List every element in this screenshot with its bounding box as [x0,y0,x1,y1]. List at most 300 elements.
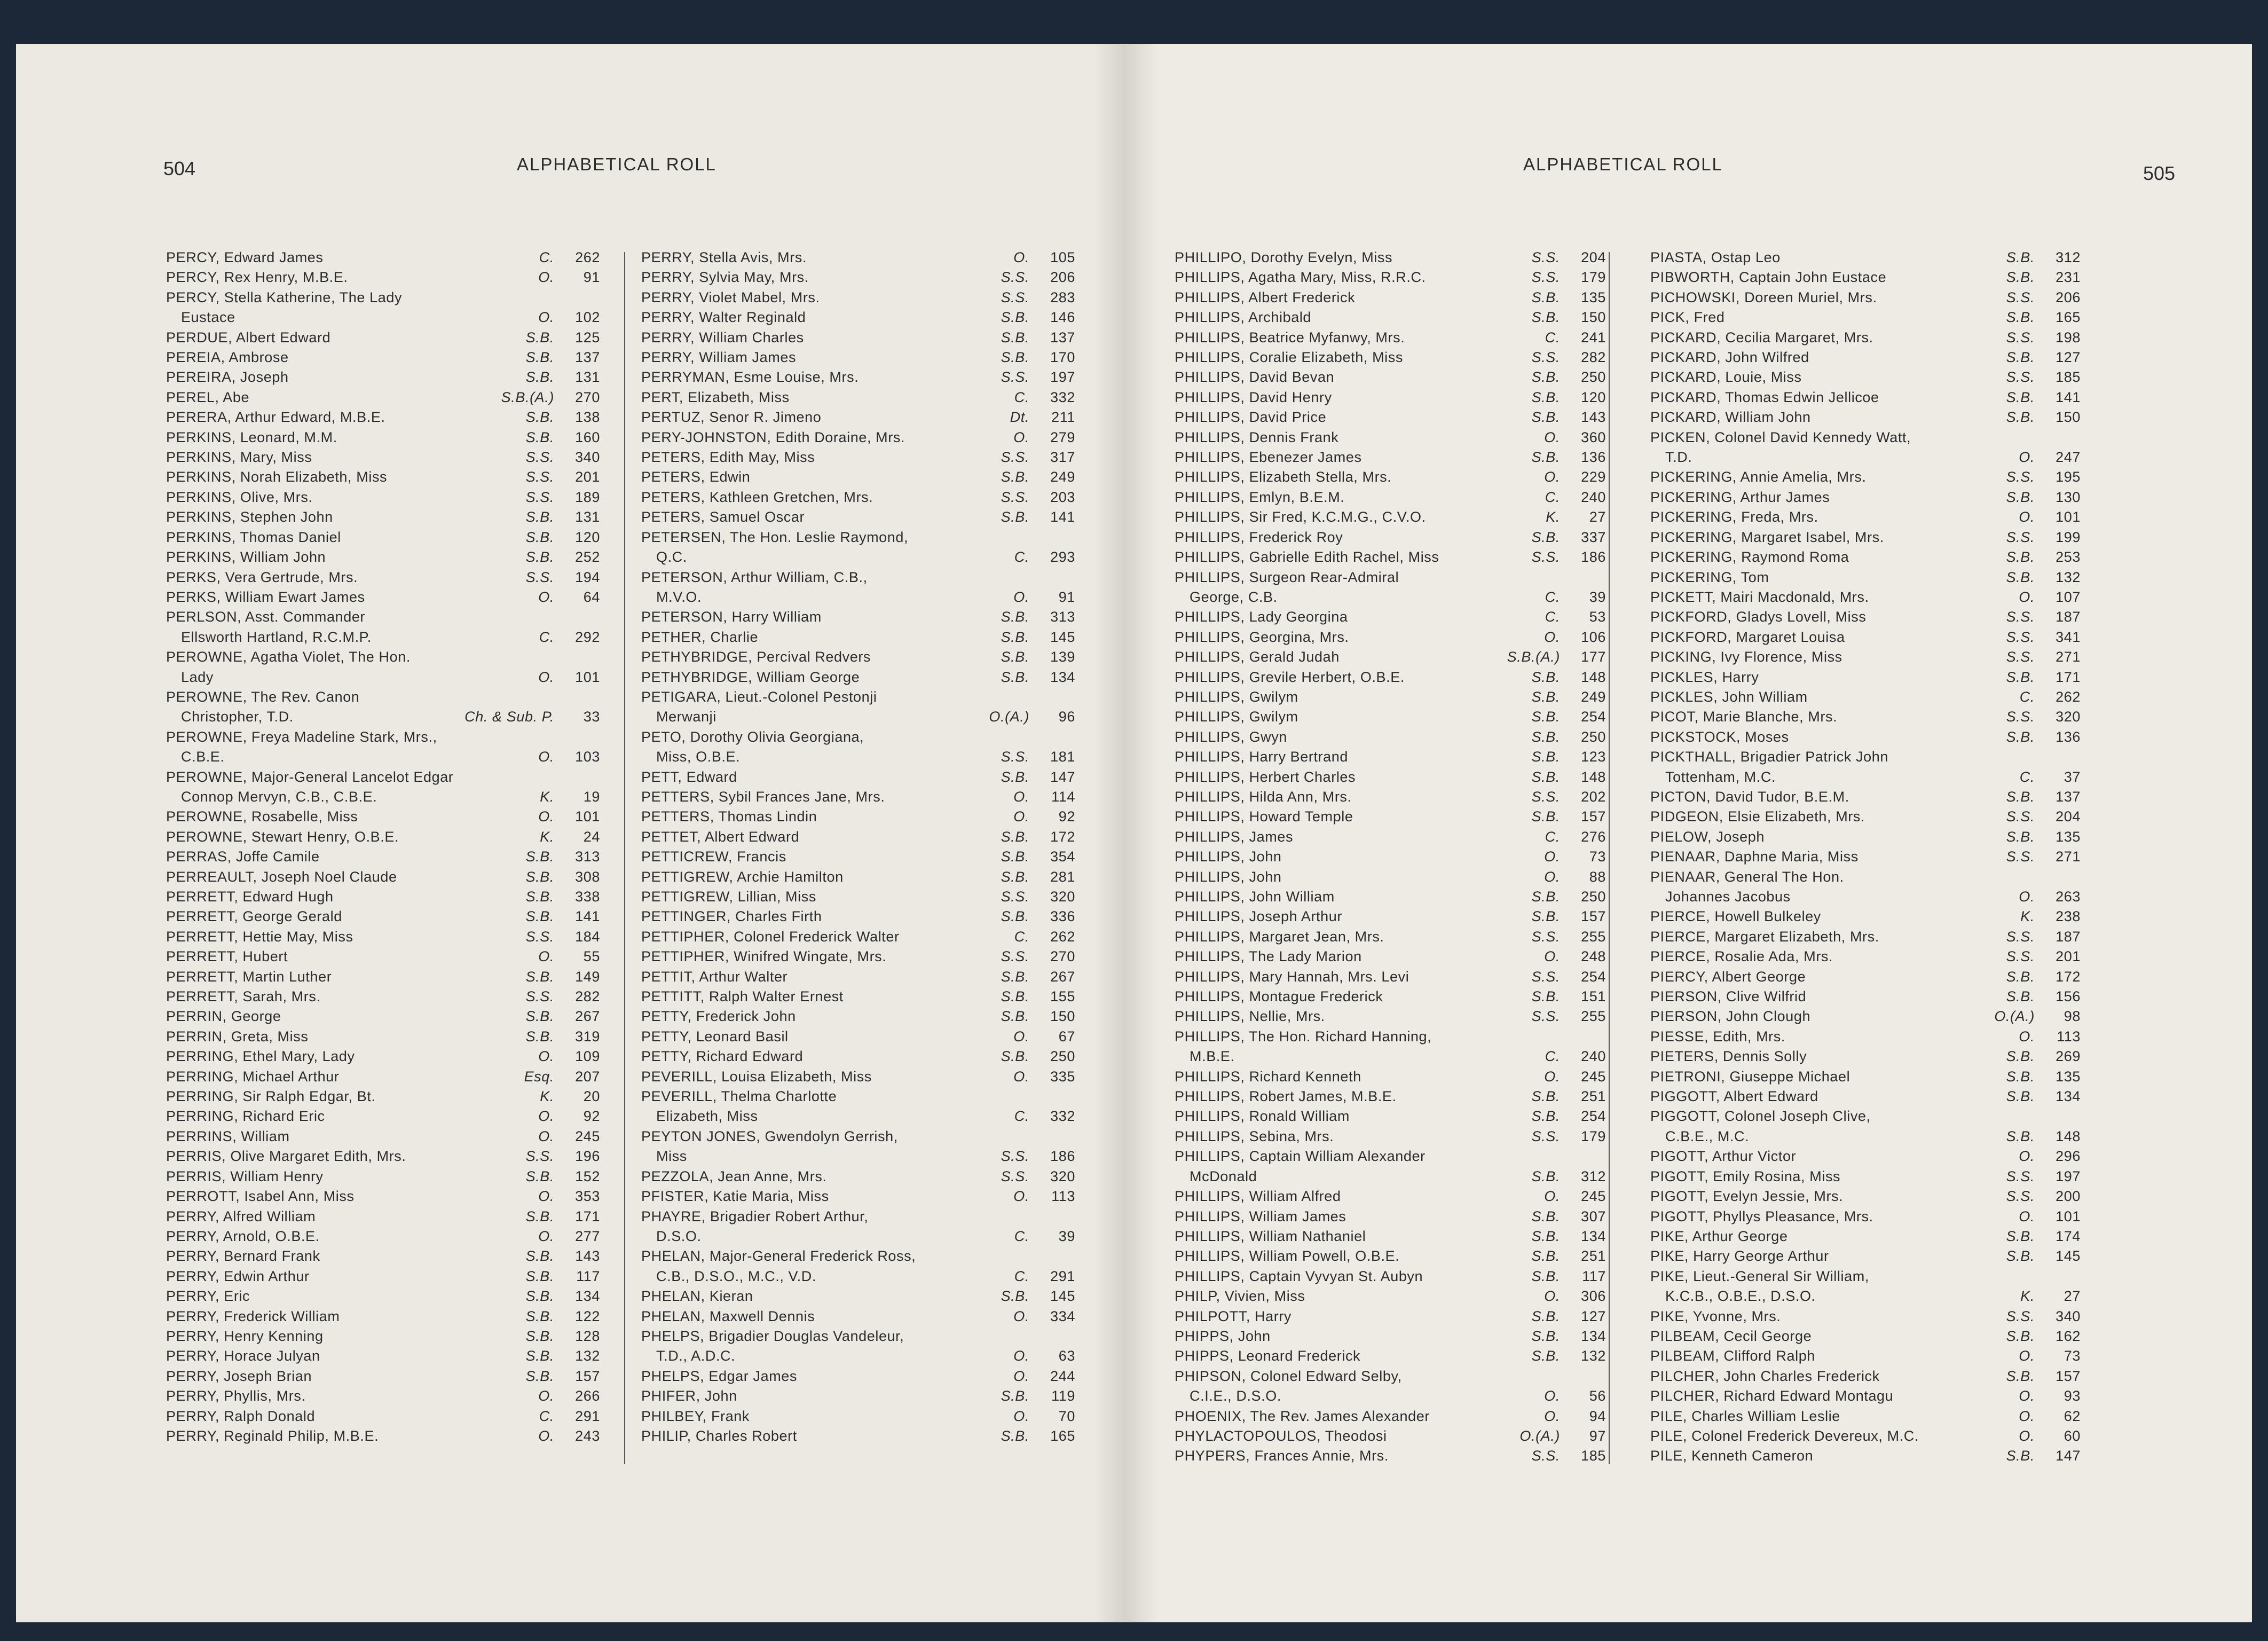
entry-name: PHILLIPS, Robert James, M.B.E. [1175,1088,1397,1105]
entry-page-ref: 130 [2056,489,2081,505]
entry-award: Dt. [1010,409,1029,426]
entry-award: S.S. [2006,369,2035,386]
entry-name: PHILP, Vivien, Miss [1175,1288,1305,1305]
roll-entry [641,867,1075,887]
entry-page-ref: 185 [2056,369,2081,386]
entry-page-ref: 231 [2056,269,2081,286]
entry-page-ref: 101 [575,669,600,685]
entry-page-ref: 200 [2056,1188,2081,1205]
entry-name: PERRY, Arnold, O.B.E. [166,1228,320,1244]
entry-award: C. [539,629,554,645]
entry-award: S.S. [1001,289,1029,305]
entry-name: PETERS, Edwin [641,469,751,485]
entry-name: PERKINS, Stephen John [166,509,333,525]
roll-entry [166,987,600,1007]
entry-page-ref: 155 [1050,988,1075,1005]
entry-page-ref: 157 [1581,908,1606,925]
entry-award: O. [1013,588,1029,605]
entry-award: S.B. [2006,409,2035,426]
entry-name: PERREAULT, Joseph Noel Claude [166,868,397,885]
entry-page-ref: 254 [1581,709,1606,725]
roll-entry [641,907,1075,927]
roll-entry [641,647,1075,667]
entry-award: O. [2019,509,2035,525]
entry-award: O. [2019,1408,2035,1424]
entry-name: PILE, Charles William Leslie [1650,1408,1840,1424]
roll-entry [166,1426,600,1446]
entry-page-ref: 336 [1050,908,1075,925]
roll-entry [1175,787,1606,807]
entry-award: S.B. [2006,249,2035,265]
entry-award: S.S. [1531,928,1560,945]
entry-award: S.B. [2006,788,2035,805]
entry-page-ref: 320 [1050,889,1075,905]
entry-page-ref: 240 [1581,489,1606,505]
roll-entry [166,328,600,348]
entry-page-ref: 136 [1581,449,1606,466]
roll-entry [641,1127,1075,1167]
entry-page-ref: 240 [1581,1048,1606,1065]
entry-name: PETHYBRIDGE, Percival Redvers [641,649,871,665]
entry-award: S.B. [525,509,554,525]
roll-entry [641,288,1075,308]
roll-entry [1175,1207,1606,1227]
entry-award: S.S. [525,928,554,945]
entry-award: O. [1013,1188,1029,1205]
entry-name: PIGOTT, Evelyn Jessie, Mrs. [1650,1188,1844,1205]
entry-page-ref: 19 [583,788,600,805]
entry-name: PHYLACTOPOULOS, Theodosi [1175,1427,1387,1444]
entry-name: PIENAAR, Daphne Maria, Miss [1650,849,1858,865]
entry-award: S.B. [2006,269,2035,286]
entry-page-ref: 202 [1581,788,1606,805]
entry-name: PICKSTOCK, Moses [1650,728,1789,745]
entry-award: S.B. [525,1248,554,1265]
entry-name: PHELPS, Brigadier Douglas Vandeleur, [641,1328,904,1344]
entry-page-ref: 308 [575,868,600,885]
entry-award: C. [1014,1228,1029,1244]
entry-page-ref: 148 [2056,1128,2081,1144]
entry-page-ref: 92 [583,1108,600,1125]
roll-entry [1175,767,1606,787]
roll-entry [1650,647,2081,667]
roll-entry [1650,587,2081,607]
entry-award: O. [538,1108,554,1125]
entry-award: S.B. [1001,509,1029,525]
entry-name: PICKETT, Mairi Macdonald, Mrs. [1650,588,1869,605]
entry-name: PHILLIPS, Ronald William [1175,1108,1350,1125]
roll-entry [641,767,1075,787]
entry-page-ref: 109 [575,1048,600,1065]
entry-award: O. [1013,429,1029,445]
entry-name: PERRIN, George [166,1008,281,1025]
entry-award: S.S. [1531,1448,1560,1464]
entry-name: PILE, Colonel Frederick Devereux, M.C. [1650,1427,1919,1444]
entry-award: C. [2019,768,2035,785]
entry-name: PHILLIPS, Agatha Mary, Miss, R.R.C. [1175,269,1426,286]
roll-entry [1175,1267,1606,1286]
roll-entry [1175,248,1606,268]
entry-award: K. [1546,509,1560,525]
roll-entry [641,428,1075,447]
entry-award: C. [1014,389,1029,405]
roll-entry [1175,1326,1606,1346]
entry-page-ref: 241 [1581,329,1606,346]
roll-entry [1175,647,1606,667]
roll-entry [166,268,600,287]
roll-entry [641,568,1075,608]
entry-name: PERERA, Arthur Edward, M.B.E. [166,409,385,426]
entry-name: PHILLIPS, Albert Frederick [1175,289,1356,305]
entry-name: PETTY, Frederick John [641,1008,796,1025]
entry-name: PHILLIPS, David Price [1175,409,1327,426]
roll-entry [1175,528,1606,547]
entry-name: PHILLIPS, Nellie, Mrs. [1175,1008,1325,1025]
entry-page-ref: 251 [1581,1248,1606,1265]
roll-entry [1650,1187,2081,1206]
entry-page-ref: 271 [2056,649,2081,665]
entry-name-continued: D.S.O. [656,1228,702,1244]
entry-page-ref: 105 [1050,249,1075,265]
entry-name: PIENAAR, General The Hon. [1650,868,1844,885]
entry-name: PERRETT, Hubert [166,948,288,965]
entry-page-ref: 107 [2056,588,2081,605]
entry-page-ref: 340 [575,449,600,466]
entry-page-ref: 262 [575,249,600,265]
entry-name: PHAYRE, Brigadier Robert Arthur, [641,1208,869,1224]
roll-entry [641,1087,1075,1127]
entry-award: C. [1545,1048,1560,1065]
entry-name: PIERCE, Margaret Elizabeth, Mrs. [1650,928,1879,945]
roll-entry [166,767,600,807]
entry-award: O. [2019,1427,2035,1444]
entry-page-ref: 186 [1050,1148,1075,1165]
entry-award: S.B. [525,369,554,386]
roll-entry [641,627,1075,647]
roll-entry [1175,407,1606,427]
entry-name: PHILLIPS, Captain William Alexander [1175,1148,1426,1165]
entry-name: PIKE, Arthur George [1650,1228,1788,1244]
entry-page-ref: 320 [1050,1168,1075,1184]
entry-page-ref: 245 [1581,1068,1606,1085]
entry-award: S.B. [2006,1328,2035,1344]
roll-entry [1175,827,1606,847]
entry-award: S.B. [1531,1168,1560,1184]
entry-page-ref: 282 [1581,349,1606,366]
entry-page-ref: 91 [1058,588,1075,605]
entry-name: PHILLIPS, William James [1175,1208,1346,1224]
roll-entry [1175,867,1606,887]
entry-page-ref: 196 [575,1148,600,1165]
entry-award: O. [1013,788,1029,805]
entry-name-continued: C.I.E., D.S.O. [1190,1388,1281,1404]
entry-name: PHILBEY, Frank [641,1408,750,1424]
entry-page-ref: 88 [1589,868,1606,885]
entry-page-ref: 125 [575,329,600,346]
entry-award: S.B. [1531,889,1560,905]
entry-page-ref: 238 [2056,908,2081,925]
entry-name: PICKERING, Raymond Roma [1650,549,1849,566]
entry-award: S.B. [2006,1228,2035,1244]
roll-entry [641,1246,1075,1286]
entry-award: O. [1544,1408,1560,1424]
roll-entry [166,1246,600,1266]
entry-page-ref: 147 [1050,768,1075,785]
entry-page-ref: 207 [575,1068,600,1085]
roll-entry [166,1147,600,1166]
roll-entry [1175,1307,1606,1326]
roll-entry [1650,707,2081,727]
entry-name-continued: M.B.E. [1190,1048,1235,1065]
entry-page-ref: 134 [1050,669,1075,685]
entry-award: S.B. [1001,849,1029,865]
entry-page-ref: 206 [1050,269,1075,286]
entry-award: O. [2019,1148,2035,1165]
entry-award: K. [2020,1288,2035,1305]
entry-page-ref: 243 [575,1427,600,1444]
roll-entry [1175,967,1606,987]
entry-page-ref: 113 [1051,1188,1075,1205]
entry-name: PERKINS, Leonard, M.M. [166,429,337,445]
entry-award: S.B. [525,1008,554,1025]
entry-page-ref: 313 [575,849,600,865]
entry-page-ref: 179 [1581,1128,1606,1144]
entry-name: PERRY, Henry Kenning [166,1328,324,1344]
entry-page-ref: 63 [1058,1348,1075,1364]
entry-page-ref: 138 [575,409,600,426]
roll-entry [1650,367,2081,387]
entry-award: K. [540,828,554,845]
entry-award: S.B. [1531,1108,1560,1125]
entry-page-ref: 94 [1589,1408,1606,1424]
entry-name-continued: McDonald [1190,1168,1257,1184]
roll-entry [641,1187,1075,1206]
roll-entry [166,947,600,967]
entry-page-ref: 145 [2056,1248,2081,1265]
entry-name: PHILLIPS, Joseph Arthur [1175,908,1342,925]
entry-name: PHILLIPS, William Nathaniel [1175,1228,1366,1244]
entry-award: S.B. [525,1288,554,1305]
entry-name: PERTUZ, Senor R. Jimeno [641,409,822,426]
roll-column [1650,248,2081,1466]
roll-entry [166,927,600,947]
entry-page-ref: 170 [1050,349,1075,366]
roll-entry [1175,467,1606,487]
entry-page-ref: 254 [1581,968,1606,985]
roll-entry [641,1367,1075,1386]
entry-name: PILCHER, John Charles Frederick [1650,1368,1880,1384]
entry-award: O. [1544,849,1560,865]
entry-page-ref: 139 [1050,649,1075,665]
roll-entry [1650,847,2081,867]
entry-award: S.S. [1531,1128,1560,1144]
entry-award: S.S. [1001,1148,1029,1165]
roll-entry [1650,428,2081,468]
entry-name: PHILLIPS, Gerald Judah [1175,649,1340,665]
entry-award: O. [538,1228,554,1244]
entry-award: S.B. [1531,709,1560,725]
entry-award: S.B. [525,409,554,426]
roll-entry [1650,488,2081,507]
entry-page-ref: 135 [1581,289,1606,305]
roll-entry [1650,348,2081,367]
entry-name: PERRING, Michael Arthur [166,1068,340,1085]
entry-page-ref: 134 [2056,1088,2081,1105]
entry-award: S.B. [1531,988,1560,1005]
entry-page-ref: 267 [1050,968,1075,985]
entry-page-ref: 53 [1589,609,1606,625]
entry-page-ref: 39 [1589,588,1606,605]
entry-award: S.B. [525,849,554,865]
roll-entry [166,348,600,367]
entry-award: S.B. [525,1168,554,1184]
roll-entry [1175,388,1606,407]
entry-name: PIASTA, Ostap Leo [1650,249,1781,265]
entry-page-ref: 127 [1581,1308,1606,1324]
entry-award: O. [1544,1188,1560,1205]
entry-page-ref: 204 [2056,808,2081,825]
roll-entry [166,827,600,847]
entry-page-ref: 211 [1051,409,1075,426]
entry-name: PHILIP, Charles Robert [641,1427,797,1444]
roll-entry [1650,1207,2081,1227]
entry-page-ref: 143 [575,1248,600,1265]
entry-page-ref: 197 [1050,369,1075,386]
entry-award: O. [1544,868,1560,885]
roll-entry [1650,1267,2081,1307]
entry-name: PIKE, Yvonne, Mrs. [1650,1308,1781,1324]
entry-page-ref: 306 [1581,1288,1606,1305]
entry-name: PETTIGREW, Archie Hamilton [641,868,844,885]
entry-page-ref: 132 [575,1348,600,1364]
entry-name: PIERSON, Clive Wilfrid [1650,988,1807,1005]
entry-award: S.B. [2006,988,2035,1005]
entry-name: PHILLIPS, Montague Frederick [1175,988,1383,1005]
entry-page-ref: 37 [2064,768,2081,785]
roll-entry [1175,707,1606,727]
roll-entry [1175,367,1606,387]
entry-page-ref: 262 [2056,688,2081,705]
roll-entry [1175,288,1606,308]
entry-award: S.B. [1531,728,1560,745]
entry-award: S.S. [1531,968,1560,985]
entry-name: PICKARD, Thomas Edwin Jellicoe [1650,389,1879,405]
entry-name: PHILLIPS, Coralie Elizabeth, Miss [1175,349,1403,366]
roll-entry [166,847,600,867]
roll-column [641,248,1075,1446]
roll-entry [1650,1067,2081,1087]
entry-award: O. [1544,1068,1560,1085]
entry-award: O. [1544,629,1560,645]
entry-name: PHILLIPS, William Powell, O.B.E. [1175,1248,1400,1265]
entry-page-ref: 117 [576,1268,600,1284]
entry-page-ref: 267 [575,1008,600,1025]
roll-entry [641,1326,1075,1367]
roll-entry [641,407,1075,427]
entry-name: PERRIS, Olive Margaret Edith, Mrs. [166,1148,406,1165]
entry-name: PILE, Kenneth Cameron [1650,1448,1814,1464]
entry-name: PETIGARA, Lieut.-Colonel Pestonji [641,688,877,705]
entry-award: S.B.(A.) [1507,649,1560,665]
entry-award: S.S. [2006,849,2035,865]
entry-page-ref: 171 [2056,669,2081,685]
entry-name: PERRING, Sir Ralph Edgar, Bt. [166,1088,376,1105]
entry-award: S.S. [525,988,554,1005]
entry-award: S.B. [2006,828,2035,845]
entry-award: S.S. [1001,749,1029,765]
entry-award: S.B. [1531,1308,1560,1324]
roll-entry [641,967,1075,987]
entry-award: S.B. [525,549,554,566]
entry-award: O. [1544,1388,1560,1404]
roll-entry [1175,1407,1606,1426]
entry-award: S.B. [2006,1368,2035,1384]
entry-name: PEREL, Abe [166,389,250,405]
entry-name-continued: T.D., A.D.C. [656,1348,736,1364]
roll-entry [641,467,1075,487]
entry-award: S.B. [2006,1068,2035,1085]
entry-page-ref: 271 [2056,849,2081,865]
roll-entry [1650,328,2081,348]
roll-entry [641,827,1075,847]
roll-entry [641,727,1075,767]
entry-name-continued: K.C.B., O.B.E., D.S.O. [1665,1288,1816,1305]
entry-award: O. [2019,1028,2035,1045]
entry-name: PICKERING, Freda, Mrs. [1650,509,1818,525]
roll-entry [641,328,1075,348]
entry-page-ref: 204 [1581,249,1606,265]
entry-award: S.B. [2006,1448,2035,1464]
entry-name: PIETERS, Dennis Solly [1650,1048,1807,1065]
entry-page-ref: 39 [1058,1228,1075,1244]
entry-name: PHILLIPS, John [1175,868,1282,885]
entry-name-continued: C.B.E., M.C. [1665,1128,1750,1144]
entry-page-ref: 270 [1050,948,1075,965]
roll-entry [166,447,600,467]
entry-name-continued: M.V.O. [656,588,702,605]
roll-entry [166,647,600,687]
entry-name: PIERCY, Albert George [1650,968,1806,985]
entry-page-ref: 120 [1581,389,1606,405]
entry-award: S.S. [2006,289,2035,305]
roll-entry [1650,607,2081,627]
roll-entry [166,807,600,827]
entry-page-ref: 184 [575,928,600,945]
entry-name: PERRIS, William Henry [166,1168,324,1184]
roll-entry [1175,488,1606,507]
entry-award: S.B. [1531,389,1560,405]
gutter-shadow [1125,44,1157,1622]
entry-page-ref: 270 [575,389,600,405]
entry-name: PERRY, William James [641,349,797,366]
entry-page-ref: 165 [2056,309,2081,326]
entry-name: PERRETT, Edward Hugh [166,889,334,905]
roll-entry [1650,1326,2081,1346]
roll-entry [166,467,600,487]
entry-award: S.B. [2006,1128,2035,1144]
entry-page-ref: 293 [1050,549,1075,566]
roll-entry [166,428,600,447]
entry-name: PHILLIPS, Elizabeth Stella, Mrs. [1175,469,1392,485]
entry-name: PHILLIPS, Surgeon Rear-Admiral [1175,569,1399,585]
roll-entry [641,1426,1075,1446]
roll-entry [1650,1246,2081,1266]
column-divider [624,252,625,1464]
roll-entry [1175,747,1606,767]
roll-entry [1650,827,2081,847]
roll-entry [166,587,600,607]
entry-award: K. [540,788,554,805]
